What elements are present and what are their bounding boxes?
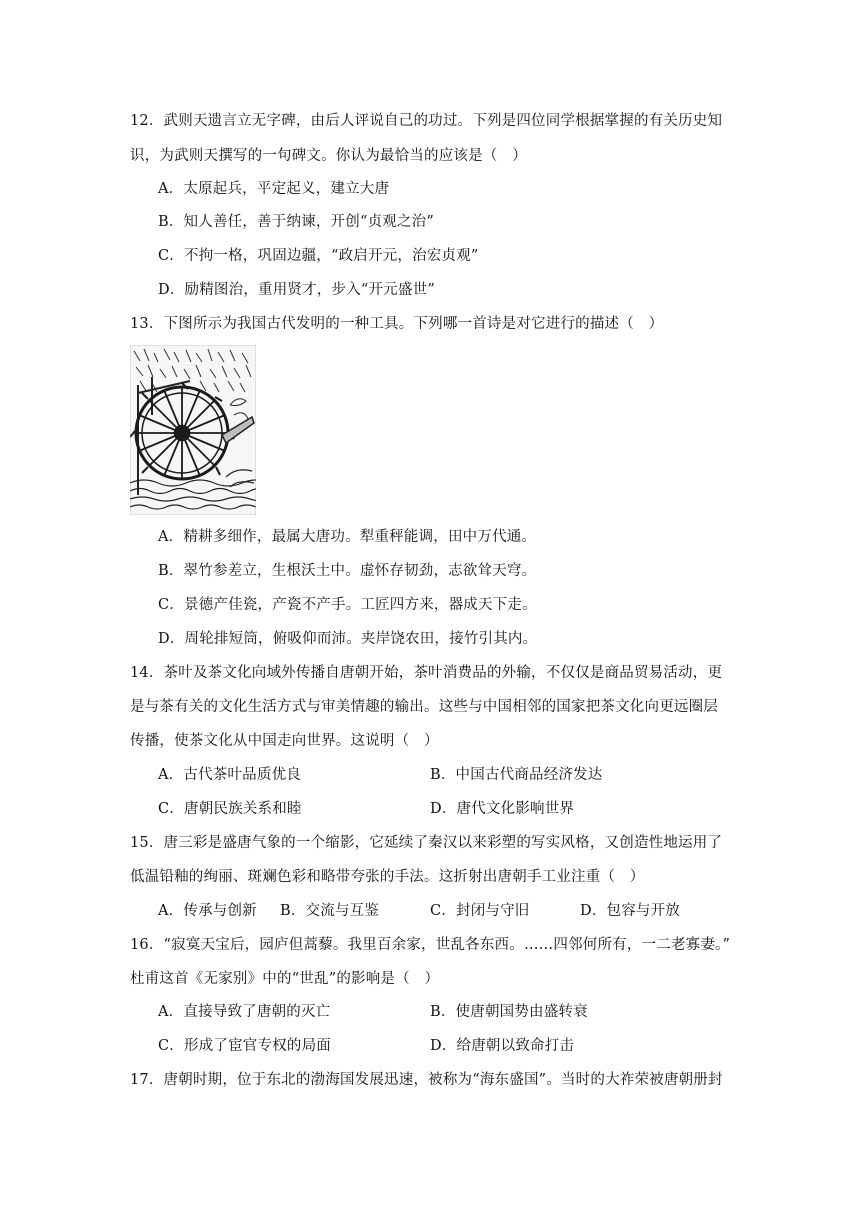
question-15-option-c: C．封闭与守旧 xyxy=(430,903,530,919)
waterwheel-illustration xyxy=(130,345,256,515)
question-14-stem-line-1: 14．茶叶及茶文化向域外传播自唐朝开始，茶叶消费品的外输，不仅仅是商品贸易活动，更 xyxy=(130,665,723,681)
question-17-stem-line-1: 17．唐朝时期，位于东北的渤海国发展迅速，被称为“海东盛国”。当时的大祚荣被唐朝册封 xyxy=(130,1072,723,1088)
question-12-option-d: D．励精图治，重用贤才，步入“开元盛世” xyxy=(158,282,435,298)
question-12-stem-line-1: 12．武则天遗言立无字碑，由后人评说自己的功过。下列是四位同学根据掌握的有关历史知 xyxy=(130,113,723,129)
question-16-option-a: A．直接导致了唐朝的灭亡 xyxy=(158,1004,331,1020)
question-14-option-c: C．唐朝民族关系和睦 xyxy=(158,801,302,817)
question-13-option-b: B．翠竹参差立，生根沃土中。虚怀存韧劲，志欲耸天穹。 xyxy=(158,563,537,579)
question-15-stem-line-2: 低温铅釉的绚丽、斑斓色彩和略带夸张的手法。这折射出唐朝手工业注重（ ） xyxy=(130,869,645,885)
question-16-option-b: B．使唐朝国势由盛转衰 xyxy=(430,1004,588,1020)
question-16-stem-line-2: 杜甫这首《无家别》中的“世乱”的影响是（ ） xyxy=(130,971,440,987)
question-12-option-a: A．太原起兵，平定起义，建立大唐 xyxy=(158,181,390,197)
question-13-option-a: A．精耕多细作，最属大唐功。犁重秤能调，田中万代通。 xyxy=(158,529,537,545)
question-12-option-b: B．知人善任，善于纳谏，开创“贞观之治” xyxy=(158,214,434,230)
question-12-stem-line-2: 识，为武则天撰写的一句碑文。你认为最恰当的应该是（ ） xyxy=(130,148,527,164)
question-12-option-c: C．不拘一格，巩固边疆，“政启开元，治宏贞观” xyxy=(158,248,479,264)
question-13-option-d: D．周轮排短筒，俯吸仰而沛。夹岸饶农田，接竹引其内。 xyxy=(158,631,538,647)
question-14-option-a: A．古代茶叶品质优良 xyxy=(158,767,301,783)
question-13-option-c: C．景德产佳瓷，产瓷不产手。工匠四方来，器成天下走。 xyxy=(158,597,537,613)
question-15-option-a: A．传承与创新 xyxy=(158,903,257,919)
question-14-stem-line-2: 是与茶有关的文化生活方式与审美情趣的输出。这些与中国相邻的国家把茶文化向更远圈层 xyxy=(130,699,718,715)
question-14-option-d: D．唐代文化影响世界 xyxy=(430,801,575,817)
question-15-stem-line-1: 15．唐三彩是盛唐气象的一个缩影，它延续了秦汉以来彩塑的写实风格，又创造性地运用了 xyxy=(130,835,723,851)
question-15-option-b: B．交流与互鉴 xyxy=(280,903,380,919)
question-16-option-d: D．给唐朝以致命打击 xyxy=(430,1038,575,1054)
question-14-stem-line-3: 传播，使茶文化从中国走向世界。这说明（ ） xyxy=(130,733,439,749)
question-16-stem-line-1: 16．“寂寞天宝后，园庐但蒿藜。我里百余家，世乱各东西。……四邻何所有，一二老寡妻。” xyxy=(130,937,731,953)
question-16-option-c: C．形成了宦官专权的局面 xyxy=(158,1038,331,1054)
question-15-option-d: D．包容与开放 xyxy=(580,903,681,919)
question-13-stem: 13．下图所示为我国古代发明的一种工具。下列哪一首诗是对它进行的描述（ ） xyxy=(130,316,664,332)
question-14-option-b: B．中国古代商品经济发达 xyxy=(430,767,603,783)
